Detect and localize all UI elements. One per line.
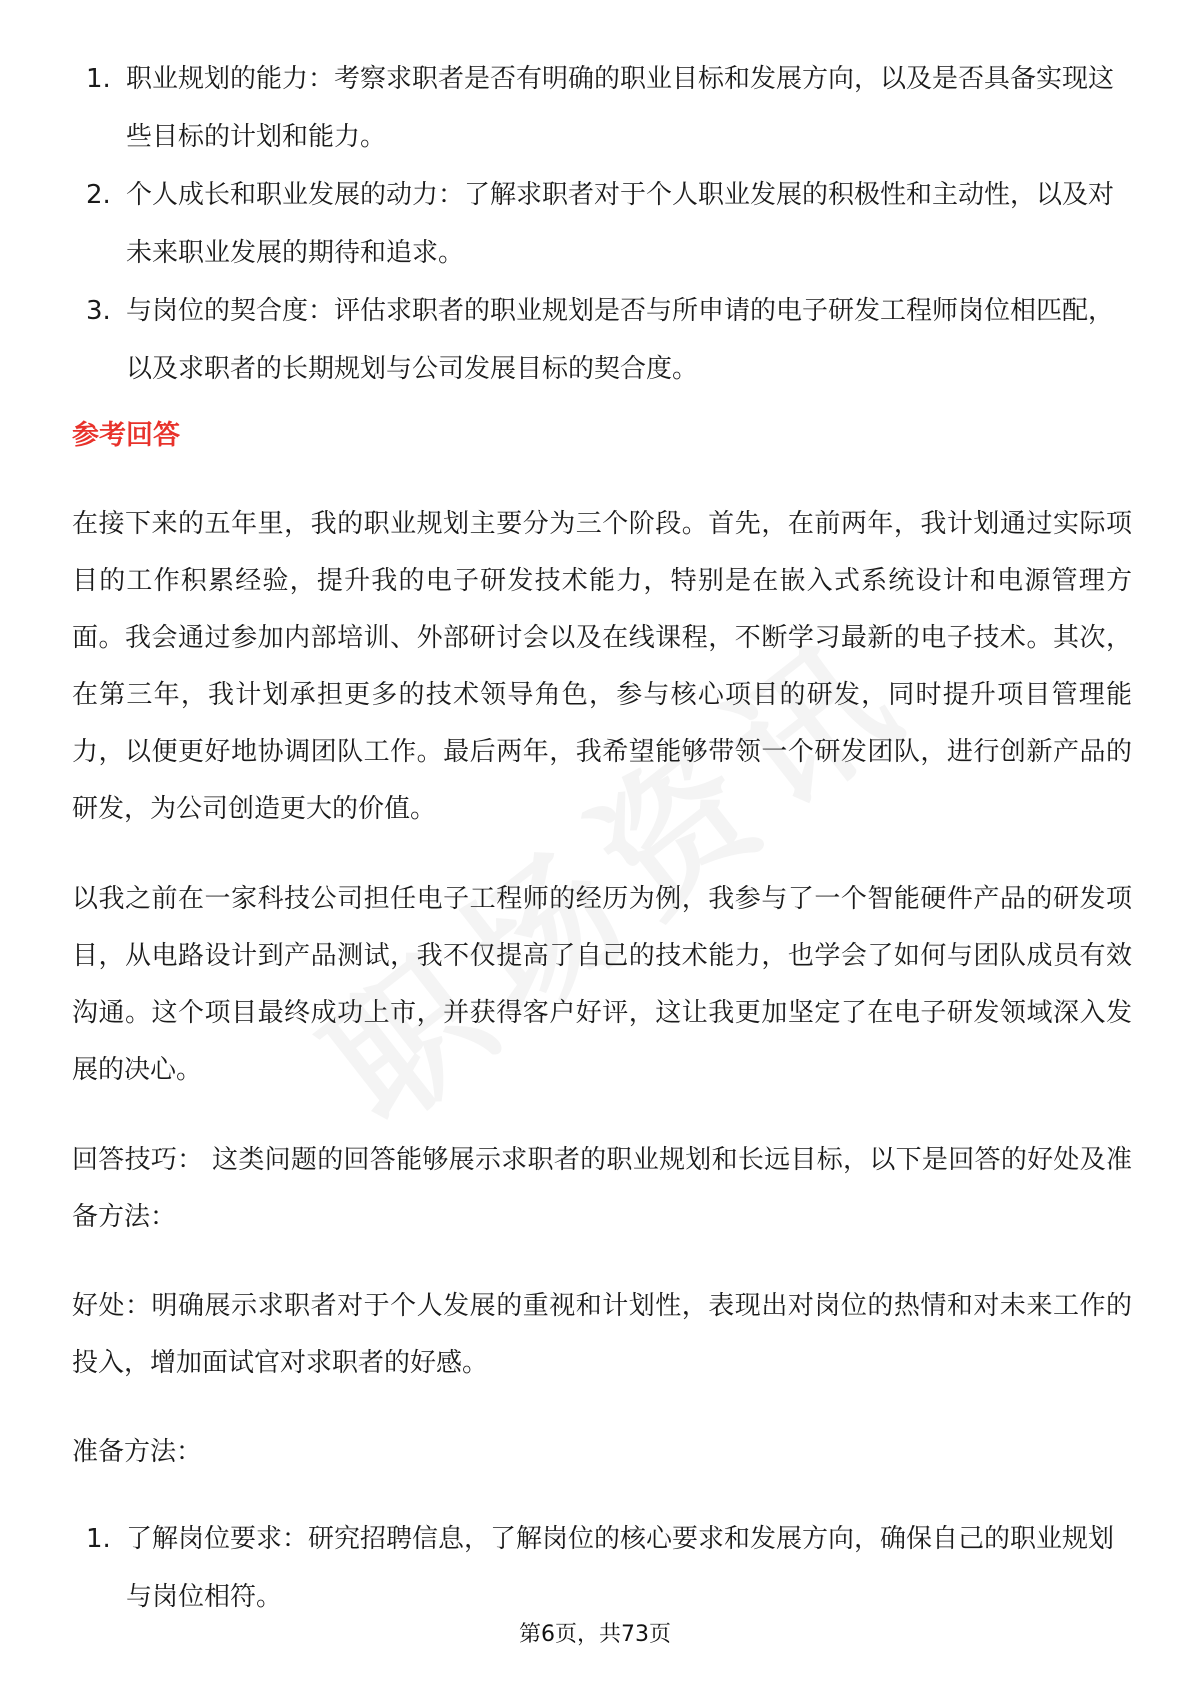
- prep-method-list: [72, 1510, 1132, 1626]
- list-number: 1.: [86, 1524, 111, 1554]
- list-item-text: 与岗位的契合度：评估求职者的职业规划是否与所申请的电子研发工程师岗位相匹配，以及求职者的长期规划与公司发展目标的契合度。: [126, 296, 1115, 384]
- list-item-text: 个人成长和职业发展的动力：了解求职者对于个人职业发展的积极性和主动性，以及对未来职业发展的期待和追求。: [126, 180, 1115, 268]
- section-heading: 参考回答: [72, 420, 180, 451]
- prep-title: 准备方法：: [72, 1437, 203, 1467]
- list-item: [72, 166, 1132, 282]
- tips-paragraph: 回答技巧： 这类问题的回答能够展示求职者的职业规划和长远目标，以下是回答的好处及准备方法：: [72, 1145, 1132, 1232]
- evaluation-criteria-list: [72, 50, 1132, 398]
- list-item-text: 职业规划的能力：考察求职者是否有明确的职业目标和发展方向，以及是否具备实现这些目标的计划和能力。: [126, 64, 1115, 152]
- page-footer: 第6页，共73页: [519, 1622, 671, 1647]
- list-number: 3.: [86, 296, 111, 326]
- benefits-paragraph: 好处：明确展示求职者对于个人发展的重视和计划性，表现出对岗位的热情和对未来工作的投入，增加面试官对求职者的好感。: [72, 1291, 1132, 1378]
- list-item: [72, 50, 1132, 166]
- list-item: [72, 282, 1132, 398]
- list-number: 1.: [86, 64, 111, 94]
- list-item: [72, 1510, 1132, 1626]
- list-number: 2.: [86, 180, 111, 210]
- list-item-text: 了解岗位要求：研究招聘信息，了解岗位的核心要求和发展方向，确保自己的职业规划与岗位相符。: [126, 1524, 1115, 1612]
- answer-paragraph: 在接下来的五年里，我的职业规划主要分为三个阶段。首先，在前两年，我计划通过实际项目的工作积累经验，提升我的电子研发技术能力，特别是在嵌入式系统设计和电源管理方面。我会通过参加内部培训、外部研讨会以及在线课程，不断学习最新的电子技术。其次，在第三年，我计划承担更多的技术领导角色，参与核心项目的研发，同时提升项目管理能力，以便更好地协调团队工作。最后两年，我希望能够带领一个研发团队，进行创新产品的研发，为公司创造更大的价值。: [72, 509, 1132, 824]
- example-paragraph: 以我之前在一家科技公司担任电子工程师的经历为例，我参与了一个智能硬件产品的研发项目，从电路设计到产品测试，我不仅提高了自己的技术能力，也学会了如何与团队成员有效沟通。这个项目最终成功上市，并获得客户好评，这让我更加坚定了在电子研发领域深入发展的决心。: [72, 884, 1132, 1085]
